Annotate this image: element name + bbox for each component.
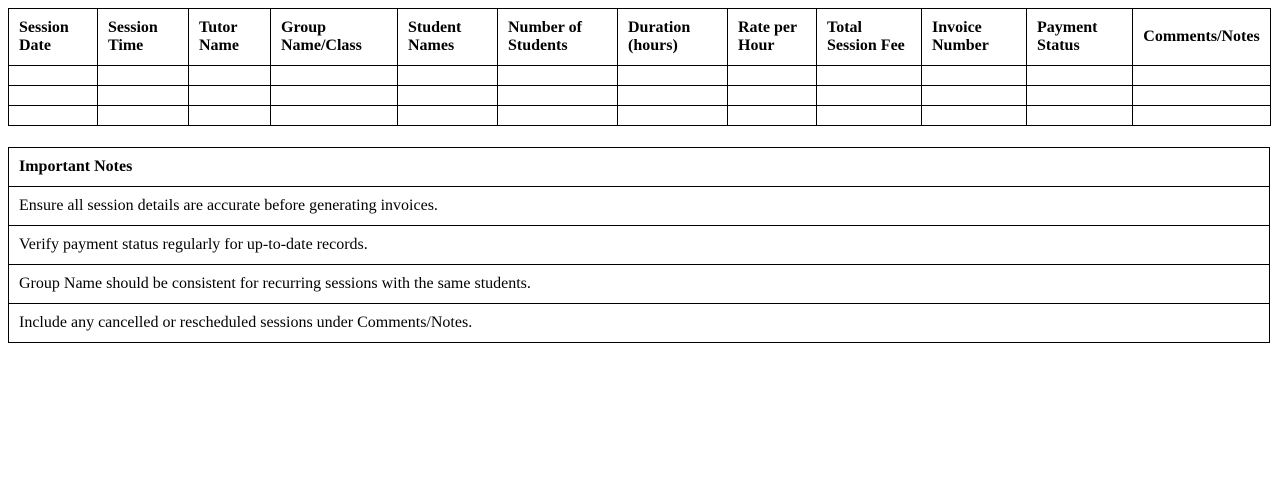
- list-item: [9, 187, 1270, 226]
- header-total-session-fee: Total Session Fee: [817, 9, 922, 66]
- note-text: Include any cancelled or rescheduled sessions under Comments/Notes.: [9, 304, 1270, 343]
- table-cell[interactable]: [9, 86, 98, 106]
- table-cell[interactable]: [728, 106, 817, 126]
- table-row: [9, 66, 1271, 86]
- note-text: Ensure all session details are accurate before generating invoices.: [9, 187, 1270, 226]
- table-cell[interactable]: [98, 86, 189, 106]
- table-cell[interactable]: [1027, 106, 1133, 126]
- header-row: [9, 9, 1271, 66]
- notes-header-row: [9, 148, 1270, 187]
- header-comments-notes: Comments/Notes: [1133, 9, 1271, 66]
- table-cell[interactable]: [189, 86, 271, 106]
- table-cell[interactable]: [398, 106, 498, 126]
- list-item: [9, 265, 1270, 304]
- table-cell[interactable]: [189, 106, 271, 126]
- table-cell[interactable]: [9, 106, 98, 126]
- table-cell[interactable]: [618, 106, 728, 126]
- table-cell[interactable]: [1133, 66, 1271, 86]
- table-cell[interactable]: [98, 106, 189, 126]
- header-number-of-students: Number of Students: [498, 9, 618, 66]
- header-rate-per-hour: Rate per Hour: [728, 9, 817, 66]
- table-cell[interactable]: [728, 66, 817, 86]
- notes-title: Important Notes: [9, 148, 1270, 187]
- table-cell[interactable]: [98, 66, 189, 86]
- note-text: Group Name should be consistent for recurring sessions with the same students.: [9, 265, 1270, 304]
- table-cell[interactable]: [398, 86, 498, 106]
- table-cell[interactable]: [9, 66, 98, 86]
- table-cell[interactable]: [1133, 86, 1271, 106]
- table-cell[interactable]: [1027, 66, 1133, 86]
- table-cell[interactable]: [398, 66, 498, 86]
- table-cell[interactable]: [498, 106, 618, 126]
- header-session-time: Session Time: [98, 9, 189, 66]
- header-tutor-name: Tutor Name: [189, 9, 271, 66]
- table-cell[interactable]: [189, 66, 271, 86]
- table-cell[interactable]: [271, 66, 398, 86]
- table-cell[interactable]: [271, 86, 398, 106]
- session-log-table: [8, 8, 1271, 126]
- table-cell[interactable]: [1027, 86, 1133, 106]
- table-cell[interactable]: [271, 106, 398, 126]
- table-cell[interactable]: [817, 106, 922, 126]
- table-cell[interactable]: [498, 66, 618, 86]
- table-cell[interactable]: [618, 66, 728, 86]
- header-session-date: Session Date: [9, 9, 98, 66]
- table-cell[interactable]: [922, 86, 1027, 106]
- table-cell[interactable]: [922, 106, 1027, 126]
- table-cell[interactable]: [728, 86, 817, 106]
- table-cell[interactable]: [498, 86, 618, 106]
- table-cell[interactable]: [922, 66, 1027, 86]
- table-cell[interactable]: [618, 86, 728, 106]
- table-row: [9, 86, 1271, 106]
- note-text: Verify payment status regularly for up-to-date records.: [9, 226, 1270, 265]
- table-cell[interactable]: [1133, 106, 1271, 126]
- list-item: [9, 226, 1270, 265]
- list-item: [9, 304, 1270, 343]
- important-notes-table: [8, 147, 1270, 343]
- header-student-names: Student Names: [398, 9, 498, 66]
- header-group-name: Group Name/Class: [271, 9, 398, 66]
- table-cell[interactable]: [817, 86, 922, 106]
- header-duration: Duration (hours): [618, 9, 728, 66]
- table-row: [9, 106, 1271, 126]
- header-invoice-number: Invoice Number: [922, 9, 1027, 66]
- header-payment-status: Payment Status: [1027, 9, 1133, 66]
- table-cell[interactable]: [817, 66, 922, 86]
